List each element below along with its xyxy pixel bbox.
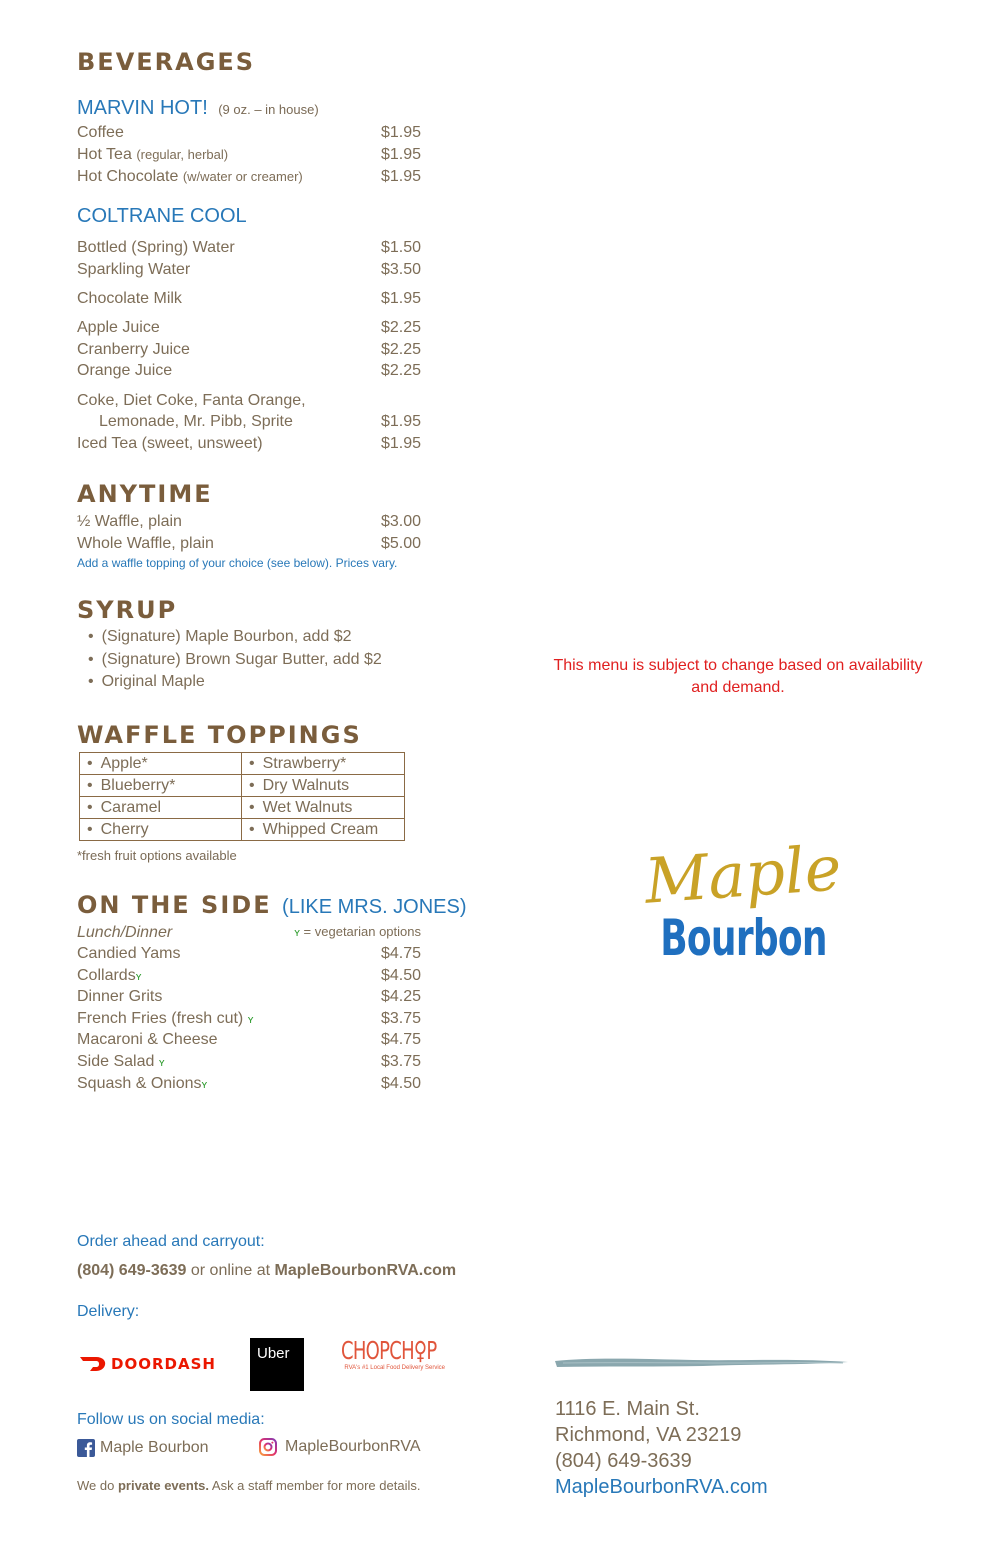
- facebook-handle: Maple Bourbon: [100, 1439, 209, 1456]
- menu-item: [77, 967, 421, 985]
- address-block: [555, 1396, 768, 1500]
- item-name: Coke, Diet Coke, Fanta Orange,: [77, 392, 306, 409]
- menu-item: [77, 341, 421, 359]
- topping: Dry Walnuts: [262, 776, 350, 794]
- topping: Cherry: [100, 820, 149, 838]
- item-price: $4.50: [380, 1075, 421, 1092]
- item-name: Dinner Grits: [77, 988, 163, 1005]
- side-legend-row: [77, 924, 421, 942]
- item-name: Iced Tea (sweet, unsweet): [77, 435, 263, 452]
- item-price: $1.95: [380, 435, 421, 452]
- veg-icon: ʏ: [201, 1079, 208, 1091]
- menu-item: [77, 535, 421, 553]
- item-name: Side Salad: [77, 1053, 155, 1070]
- item-price: $5.00: [380, 535, 421, 552]
- item-name: ½ Waffle, plain: [77, 513, 182, 530]
- table-cell: [242, 819, 405, 841]
- item-name: Coffee: [77, 124, 124, 141]
- menu-item: [77, 290, 421, 308]
- chopchop-wordmark: CHOPCH♀P: [341, 1336, 437, 1365]
- table-row: [80, 797, 405, 819]
- topping: Wet Walnuts: [262, 798, 353, 816]
- menu-notice: [540, 655, 936, 699]
- item-price: $3.50: [380, 261, 421, 278]
- item-price: $3.75: [380, 1010, 421, 1027]
- side-subheading: (LIKE MRS. JONES): [282, 896, 467, 918]
- hot-section-title: [77, 97, 319, 120]
- item-name: Chocolate Milk: [77, 290, 182, 307]
- item-name: Hot Chocolate: [77, 168, 179, 185]
- side-heading: ON THE SIDE: [77, 891, 272, 919]
- item-name: Macaroni & Cheese: [77, 1031, 218, 1048]
- menu-item: [77, 945, 421, 963]
- private-text: We do: [77, 1478, 118, 1493]
- menu-item: [77, 1031, 421, 1049]
- or-online-text: or online at: [186, 1262, 275, 1279]
- menu-item: [77, 988, 421, 1006]
- item-price: $1.95: [380, 124, 421, 141]
- list-item: [88, 651, 382, 674]
- table-row: [80, 753, 405, 775]
- item-price: $3.75: [380, 1053, 421, 1070]
- chopchop-tagline: RVA's #1 Local Food Delivery Service: [344, 1365, 445, 1371]
- address-website-link[interactable]: MapleBourbonRVA.com: [555, 1476, 768, 1498]
- menu-item: [77, 124, 421, 142]
- item-price: $1.95: [380, 290, 421, 307]
- doordash-icon: [79, 1355, 107, 1373]
- item-price: $2.25: [380, 319, 421, 336]
- toppings-table: [79, 752, 405, 841]
- menu-item: [77, 168, 421, 186]
- item-name: Bottled (Spring) Water: [77, 239, 235, 256]
- private-events-note: [77, 1478, 420, 1493]
- menu-item: [77, 239, 421, 257]
- topping: Whipped Cream: [262, 820, 379, 838]
- doordash-wordmark: DOORDASH: [111, 1355, 216, 1373]
- private-text: Ask a staff member for more details.: [209, 1478, 421, 1493]
- table-row: [80, 775, 405, 797]
- table-cell: [242, 775, 405, 797]
- item-price: $2.25: [380, 362, 421, 379]
- hot-title: MARVIN HOT!: [77, 97, 208, 119]
- private-events-emphasis: private events.: [117, 1478, 209, 1493]
- item-name: Orange Juice: [77, 362, 173, 379]
- item-name: Sparkling Water: [77, 261, 191, 278]
- logo-word-maple: Maple: [642, 831, 844, 918]
- table-cell: [80, 819, 242, 841]
- table-cell: [80, 797, 242, 819]
- item-price: $4.75: [380, 945, 421, 962]
- menu-item: [77, 392, 421, 410]
- cool-title: COLTRANE COOL: [77, 205, 247, 227]
- notice-line: This menu is subject to change based on availability: [553, 657, 923, 674]
- item-name: Whole Waffle, plain: [77, 535, 214, 552]
- veg-icon: ʏ: [294, 927, 300, 939]
- doordash-logo[interactable]: [79, 1351, 216, 1377]
- anytime-note: Add a waffle topping of your choice (see below). Prices vary.: [77, 556, 398, 570]
- list-item: [88, 628, 382, 651]
- item-price: $4.75: [380, 1031, 421, 1048]
- item-price: $3.00: [380, 513, 421, 530]
- brush-stroke-divider: [553, 1354, 853, 1372]
- menu-item: [77, 261, 421, 279]
- order-heading: Order ahead and carryout:: [77, 1233, 265, 1250]
- menu-item: [77, 362, 421, 380]
- address-street: 1116 E. Main St.: [555, 1398, 700, 1420]
- facebook-icon: [77, 1439, 95, 1457]
- item-name: Cranberry Juice: [77, 341, 190, 358]
- notice-line: and demand.: [691, 679, 785, 696]
- syrup-item: Original Maple: [101, 673, 205, 690]
- logo-word-bourbon: Bourbon: [660, 909, 827, 967]
- menu-item: [77, 1010, 421, 1028]
- veg-icon: ʏ: [247, 1014, 254, 1026]
- address-city: Richmond, VA 23219: [555, 1424, 742, 1446]
- table-cell: [80, 753, 242, 775]
- topping: Apple*: [100, 754, 148, 772]
- table-cell: [242, 753, 405, 775]
- syrup-list: [88, 628, 382, 696]
- item-note: (regular, herbal): [136, 147, 229, 162]
- order-phone[interactable]: (804) 649-3639: [77, 1262, 187, 1279]
- facebook-link[interactable]: [77, 1439, 209, 1457]
- item-price: $4.50: [380, 967, 421, 984]
- delivery-heading: Delivery:: [77, 1303, 140, 1320]
- topping: Blueberry*: [100, 776, 176, 794]
- item-name: Hot Tea: [77, 146, 132, 163]
- side-title: [77, 891, 467, 919]
- veg-legend-text: = vegetarian options: [303, 924, 421, 939]
- address-phone[interactable]: (804) 649-3639: [555, 1450, 692, 1472]
- item-price: $1.95: [380, 168, 421, 185]
- uber-eats-logo[interactable]: [250, 1338, 304, 1391]
- item-name: Squash & Onions: [77, 1075, 202, 1092]
- beverages-heading: BEVERAGES: [77, 48, 256, 76]
- item-name: Candied Yams: [77, 945, 181, 962]
- table-row: [80, 819, 405, 841]
- chopchop-logo[interactable]: [341, 1337, 445, 1371]
- item-name: French Fries (fresh cut): [77, 1010, 244, 1027]
- instagram-link[interactable]: [259, 1438, 421, 1456]
- item-price: $1.95: [380, 146, 421, 163]
- list-item: [88, 673, 382, 696]
- anytime-heading: ANYTIME: [77, 480, 213, 508]
- toppings-note: *fresh fruit options available: [77, 848, 237, 863]
- lunch-dinner-label: Lunch/Dinner: [77, 924, 173, 941]
- veg-legend: [294, 924, 421, 939]
- order-line: [77, 1262, 456, 1280]
- menu-item: [77, 1053, 421, 1071]
- menu-item: [77, 146, 421, 164]
- instagram-icon: [259, 1438, 277, 1456]
- instagram-handle: MapleBourbonRVA: [285, 1438, 421, 1455]
- item-name: Collards: [77, 967, 136, 984]
- menu-item: [77, 513, 421, 531]
- item-name: Lemonade, Mr. Pibb, Sprite: [99, 413, 293, 430]
- item-price: $4.25: [380, 988, 421, 1005]
- item-name: Apple Juice: [77, 319, 160, 336]
- menu-item: [77, 435, 421, 453]
- veg-icon: ʏ: [135, 971, 142, 983]
- social-heading: Follow us on social media:: [77, 1411, 265, 1428]
- uber-wordmark: Uber: [257, 1345, 290, 1362]
- hot-note: (9 oz. – in house): [218, 102, 319, 117]
- veg-icon: ʏ: [158, 1057, 165, 1069]
- order-website-link[interactable]: MapleBourbonRVA.com: [274, 1262, 457, 1279]
- syrup-item: (Signature) Maple Bourbon, add $2: [101, 628, 352, 645]
- toppings-heading: WAFFLE TOPPINGS: [77, 721, 362, 749]
- menu-item: [77, 1075, 421, 1093]
- maple-bourbon-logo: [628, 831, 858, 967]
- item-price: $2.25: [380, 341, 421, 358]
- syrup-heading: SYRUP: [77, 596, 178, 624]
- syrup-item: (Signature) Brown Sugar Butter, add $2: [101, 650, 382, 668]
- topping: Caramel: [100, 798, 162, 816]
- item-price: $1.50: [380, 239, 421, 256]
- item-price: $1.95: [380, 413, 421, 430]
- menu-item: [77, 413, 421, 431]
- table-cell: [80, 775, 242, 797]
- table-cell: [242, 797, 405, 819]
- item-note: (w/water or creamer): [182, 169, 303, 184]
- menu-item: [77, 319, 421, 337]
- topping: Strawberry*: [262, 754, 347, 772]
